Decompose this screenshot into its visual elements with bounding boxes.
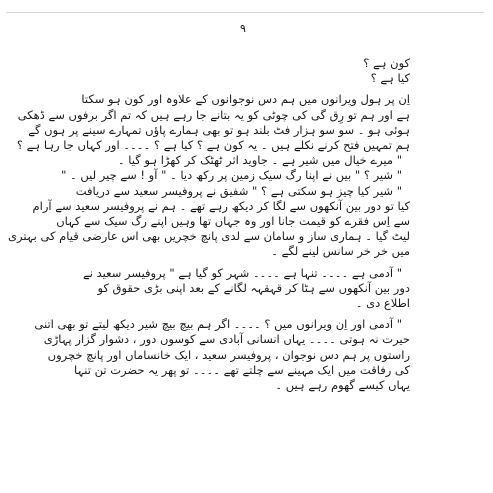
text-line: دور بین آنکھوں سے ہٹا کر قہقہہ لگانے کے بعد اپنی بڑی حقوق کو: [97, 280, 410, 295]
text-line: اطلاع دی ۔: [355, 296, 410, 311]
text-line: ہے اور ہم تو رِق گی کی چوٹی کو یہ بتانے جا رہے ہیں کہ تم اگر برفوں سے ڈھکی: [17, 107, 410, 122]
text-line: سے اِس فقرے کو قیمت جانا اور وہ جہاں تھا وہیں اپنے رگ سیک سے کہاں: [56, 214, 410, 229]
text-line: میں خر خر سانس لینے لگے ۔: [271, 244, 410, 259]
text-line: ہم تمہیں فتح کرنے نکلے ہیں ۔ یہ کون ہے ؟ کیا ہے ؟ ۔۔۔۔ اور کہاں جا رہا ہے ؟: [16, 138, 410, 153]
text-line: " شیر ؟ " بیں نے اپنا رگ سیک زمین پر رکھ دیا ۔ " آو ! سے چیر لیں ۔ ": [61, 168, 402, 183]
text-line: لیٹ گیا ۔ ہماری ساز و سامان سے لدی پانچ خچریں بھی اس عارضی قیام کی بہتری: [8, 229, 410, 244]
text-line: کون ہے ؟: [363, 56, 410, 70]
text-line: " آدمی اور اِن ویرانوں میں ؟ ۔۔۔۔ اگر ہم بیچ بیچ شیر دیکھ لیتے تو بھی اتنی: [34, 317, 402, 332]
text-line: کیا ہے ؟: [370, 71, 410, 86]
text-line: " میرے خیال میں شیر ہے ۔ جاوید اثر ٹھٹک کر کھڑا ہو گیا ۔: [117, 153, 402, 168]
text-line: حیرت نہ ہوتی ۔۔۔۔ یہاں انسانی آبادی سے کوسوں دور ، دشوار گزار پہاڑی: [43, 332, 410, 347]
body-text: [8, 56, 410, 393]
text-line: " آدمی ہے ۔۔۔۔ تنہا ہے ۔۔۔۔ شہر کو گیا ہے " پروفیسر سعید نے: [83, 265, 402, 280]
text-line: کیا تو دور بین آنکھوں سے لگا کر دیکھ رہے تھے ۔ ہم نے پروفیسر سعید سے آرام: [32, 198, 410, 213]
text-line: ہوئی ہو ۔ سو سو ہزار فٹ بلند ہو تو بھی ہمارے پاؤں تمہارے سینے پر ہوں گے: [28, 122, 410, 137]
text-line: " شیر کیا چیز ہو سکتی ہے ؟ " شفیق نے پروفیسر سعید سے دریافت: [75, 183, 402, 198]
text-line: راستوں پر ہم دس نوجوان ، پروفیسر سعید ، ایک خانساماں اور پانچ خچروں: [47, 347, 410, 362]
text-line: یہاں کیسے گھوم رہے ہیں ۔: [275, 378, 410, 393]
text-line: کی رفاقت میں ایک مہینے سے چلتے تھے ۔۔۔۔ تو پھر یہ حضرت تن تنہا: [74, 362, 410, 377]
page-number: ۹: [240, 22, 246, 35]
scan-edge-line: [6, 12, 484, 13]
text-line: اِن پر ہول ویرانوں میں ہم دس نوجوانوں کے علاوہ اور کون ہو سکتا: [81, 92, 410, 107]
